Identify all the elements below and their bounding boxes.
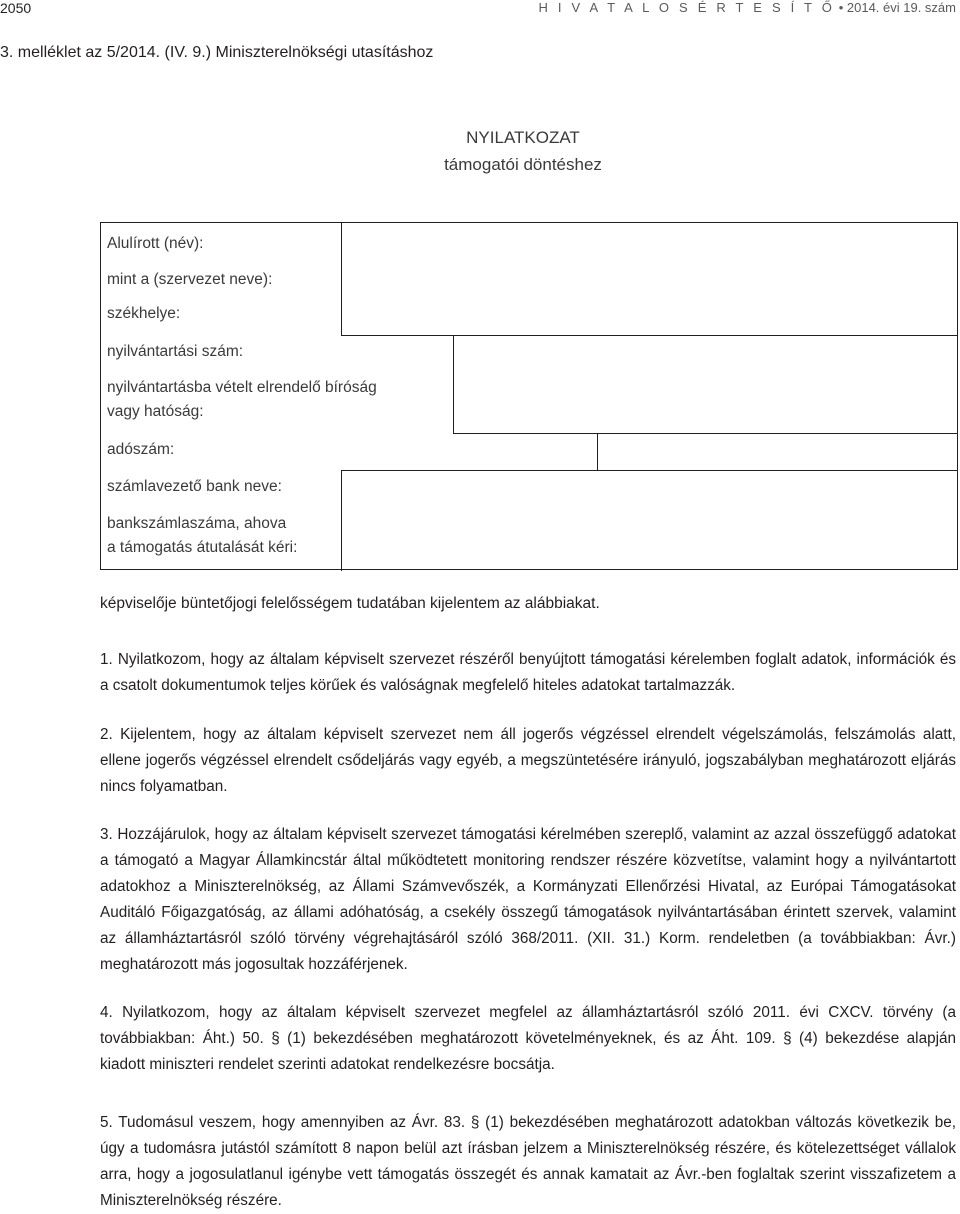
- label-name: Alulírott (név):: [107, 235, 204, 252]
- label-registry-no: nyilvántartási szám:: [107, 343, 244, 360]
- paragraph-4: 4. Nyilatkozom, hogy az általam képviselt szervezet megfelel az államháztartásról szóló 2011. évi CXCV. törvény (a továbbiakban: Áht.) 50. § (1) bekezdésében meghatározott követelményeknek, és az Áht. 109. § (4) bekezdése alapján kiadott miniszteri rendelet szerinti adatokat rendelkezésre bocsátja.: [100, 1004, 956, 1073]
- title-subtitle: támogatói döntéshez: [444, 155, 602, 174]
- bank-account-field[interactable]: [342, 471, 958, 570]
- annex-reference: 3. melléklet az 5/2014. (IV. 9.) Miniszterelnökségi utasításhoz: [0, 44, 434, 61]
- label-organization: mint a (szervezet neve):: [107, 271, 273, 288]
- declaration-lead: képviselője büntetőjogi felelősségem tudatában kijelentem az alábbiakat.: [100, 595, 600, 612]
- title-main: NYILATKOZAT: [466, 128, 580, 147]
- declarant-form-table: [100, 222, 958, 570]
- label-tax-number: adószám:: [107, 441, 175, 458]
- label-court-line2: vagy hatóság:: [107, 403, 204, 420]
- label-bank-name: számlavezető bank neve:: [107, 478, 282, 495]
- header-bullet: •: [838, 0, 844, 15]
- label-seat: székhelye:: [107, 305, 181, 322]
- issue-number: 2014. évi 19. szám: [846, 0, 956, 15]
- label-account-line1: bankszámlaszáma, ahova: [107, 515, 287, 532]
- running-header: [538, 0, 956, 15]
- label-account-line2: a támogatás átutalását kéri:: [107, 539, 298, 556]
- paragraph-2: 2. Kijelentem, hogy az általam képviselt szervezet nem áll jogerős végzéssel elrendelt végelszámolás, felszámolás alatt, ellene jogerős végzéssel elrendelt csődeljárás vagy egyéb, a megszüntetésére irányuló, jogszabályban meghatározott eljárás nincs folyamatban.: [100, 726, 956, 795]
- paragraph-1: 1. Nyilatkozom, hogy az általam képviselt szervezet részéről benyújtott támogatási kérelemben foglalt adatok, információk és a csatolt dokumentumok teljes körűek és valóságnak megfelelő hiteles adatokat tartalmazzák.: [100, 651, 956, 694]
- document-title: [0, 124, 960, 178]
- tax-number-field[interactable]: [598, 434, 958, 470]
- label-court-line1: nyilvántartásba vételt elrendelő bíróság: [107, 379, 377, 396]
- paragraph-5: 5. Tudomásul veszem, hogy amennyiben az Ávr. 83. § (1) bekezdésében meghatározott adatokban változás következik be, úgy a tudomásra jutástól számított 8 napon belül azt írásban jelzem a Miniszterelnökség részére, és kötelezettséget vállalok arra, hogy a jogosulatlanul igénybe vett támogatás összegét és annak kamatait az Ávr.-ben foglaltak szerint visszafizetem a Miniszterelnökség részére.: [100, 1114, 956, 1209]
- registry-court-field[interactable]: [454, 336, 958, 433]
- publication-name: H I V A T A L O S É R T E S Í T Ő: [538, 0, 836, 15]
- name-org-seat-field[interactable]: [342, 223, 958, 335]
- page-number: 2050: [0, 0, 32, 16]
- paragraph-3: 3. Hozzájárulok, hogy az általam képviselt szervezet támogatási kérelmében szereplő, valamint az azzal összefüggő adatokat a támogató a Magyar Államkincstár által működtetett monitoring rendszer részére közvetítse, valamint hogy a nyilvántartott adatokhoz a Miniszterelnökség, az Állami Számvevőszék, a Kormányzati Ellenőrzési Hivatal, az Európai Támogatásokat Auditáló Főigazgatóság, az állami adóhatóság, a csekély összegű támogatások nyilvántartásában érintett szervek, valamint az államháztartásról szóló törvény végrehajtásáról szóló 368/2011. (XII. 31.) Korm. rendeletben (a továbbiakban: Ávr.) meghatározott más jogosultak hozzáférjenek.: [100, 826, 956, 973]
